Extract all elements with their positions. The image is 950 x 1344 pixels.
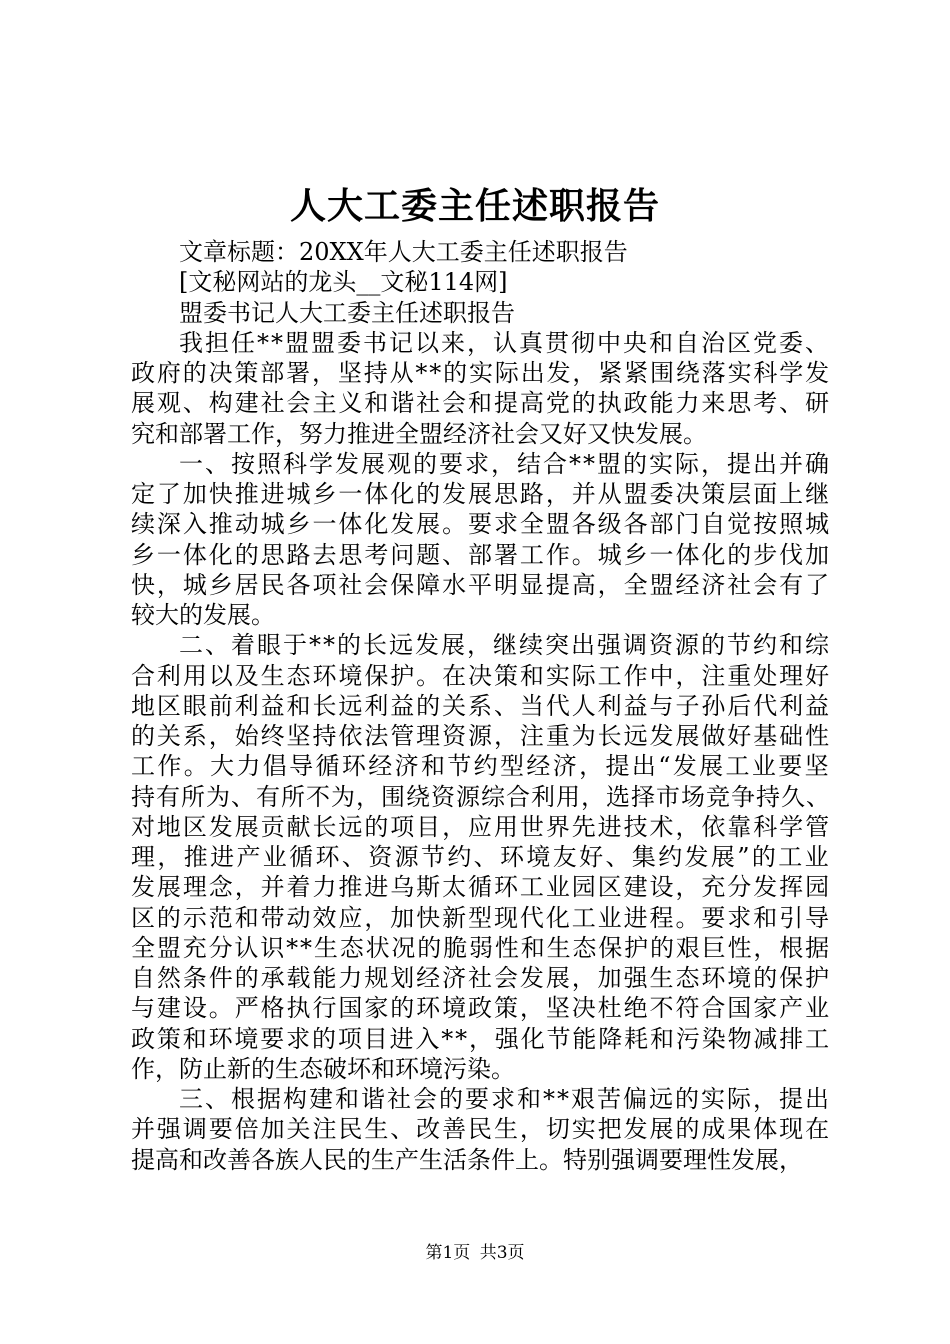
text-line: 快，城乡居民各项社会保障水平明显提高，全盟经济社会有了 bbox=[131, 570, 831, 599]
text-line: 盟委书记人大工委主任述职报告 bbox=[179, 298, 515, 327]
page-number: 第1页 bbox=[425, 1243, 471, 1263]
text-line: 区的示范和带动效应，加快新型现代化工业进程。要求和引导 bbox=[131, 903, 831, 932]
text-line: 持有所为、有所不为，围绕资源综合利用，选择市场竞争持久、 bbox=[131, 782, 831, 811]
text-line: 发展理念，并着力推进乌斯太循环工业园区建设，充分发挥园 bbox=[131, 873, 831, 902]
text-line: 究和部署工作，努力推进全盟经济社会又好又快发展。 bbox=[131, 419, 707, 448]
text-line: 的关系，始终坚持依法管理资源，注重为长远发展做好基础性 bbox=[131, 722, 831, 750]
text-line: 续深入推动城乡一体化发展。要求全盟各级各部门自觉按照城 bbox=[131, 510, 831, 539]
text-line: 三、根据构建和谐社会的要求和**艰苦偏远的实际，提出 bbox=[179, 1085, 831, 1113]
text-line: 展观、构建社会主义和谐社会和提高党的执政能力来思考、研 bbox=[131, 389, 831, 418]
text-line: 文章标题：20XX年人大工委主任述职报告 bbox=[179, 238, 628, 266]
text-line: 理，推进产业循环、资源节约、环境友好、集约发展”的工业 bbox=[131, 843, 831, 871]
text-line: 定了加快推进城乡一体化的发展思路，并从盟委决策层面上继 bbox=[131, 480, 831, 508]
page-footer bbox=[0, 1241, 950, 1265]
page-total: 共3页 bbox=[479, 1243, 525, 1263]
text-line: 自然条件的承载能力规划经济社会发展，加强生态环境的保护 bbox=[131, 964, 831, 992]
text-line: 政策和环境要求的项目进入**，强化节能降耗和污染物减排工 bbox=[131, 1024, 831, 1053]
text-line: 全盟充分认识**生态状况的脆弱性和生态保护的艰巨性，根据 bbox=[131, 933, 831, 962]
text-line: 作，防止新的生态破坏和环境污染。 bbox=[131, 1054, 515, 1083]
text-line: 乡一体化的思路去思考问题、部署工作。城乡一体化的步伐加 bbox=[131, 540, 831, 569]
text-line: 地区眼前利益和长远利益的关系、当代人利益与子孙后代利益 bbox=[131, 691, 831, 720]
document-title: 人大工委主任述职报告 bbox=[289, 185, 660, 227]
text-line: 与建设。严格执行国家的环境政策，坚决杜绝不符合国家产业 bbox=[131, 994, 831, 1023]
text-line: 我担任**盟盟委书记以来，认真贯彻中央和自治区党委、 bbox=[179, 328, 831, 357]
text-line: 二、着眼于**的长远发展，继续突出强调资源的节约和综 bbox=[179, 631, 831, 660]
text-line: 政府的决策部署，坚持从**的实际出发，紧紧围绕落实科学发 bbox=[131, 359, 831, 387]
text-line: 较大的发展。 bbox=[131, 601, 275, 629]
text-line: 一、按照科学发展观的要求，结合**盟的实际，提出并确 bbox=[179, 449, 831, 478]
text-line: 并强调要倍加关注民生、改善民生，切实把发展的成果体现在 bbox=[131, 1115, 831, 1144]
text-line: 合利用以及生态环境保护。在决策和实际工作中，注重处理好 bbox=[131, 661, 831, 690]
text-line: 工作。大力倡导循环经济和节约型经济，提出“发展工业要坚 bbox=[131, 752, 831, 781]
text-line: [文秘网站的龙头__文秘114网] bbox=[179, 268, 508, 297]
text-line: 对地区发展贡献长远的项目，应用世界先进技术，依靠科学管 bbox=[131, 812, 831, 841]
text-line: 提高和改善各族人民的生产生活条件上。特别强调要理性发展， bbox=[131, 1145, 803, 1174]
document-body bbox=[131, 237, 831, 1175]
